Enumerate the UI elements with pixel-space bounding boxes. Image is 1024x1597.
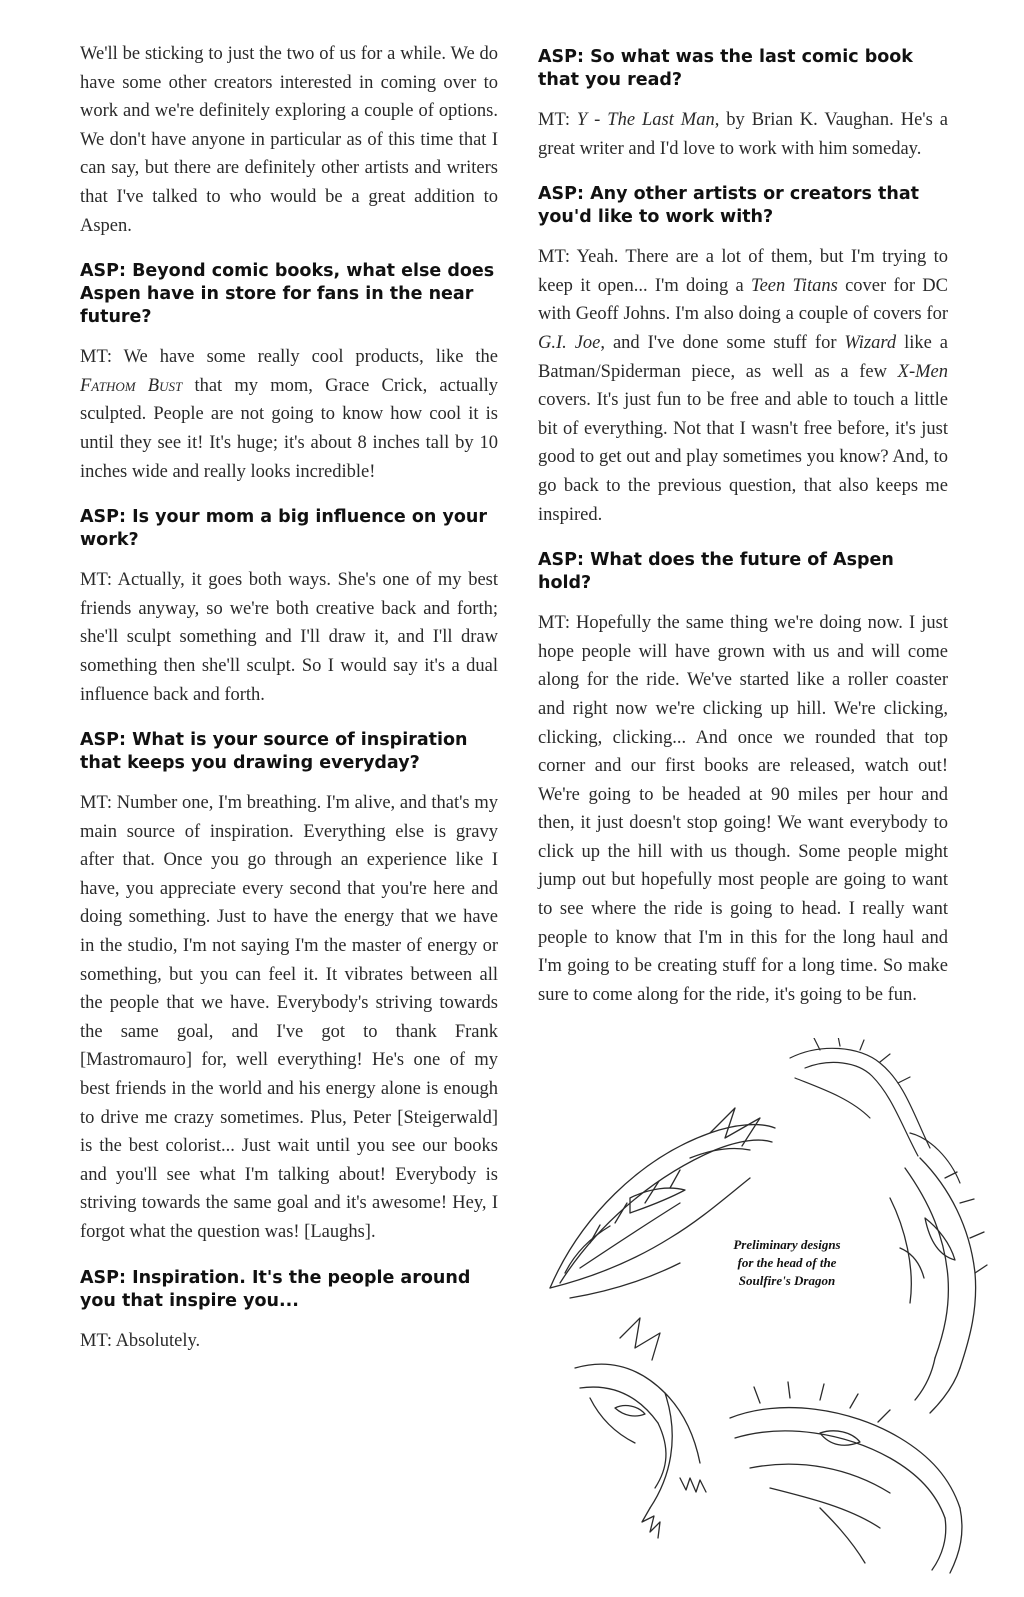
illustration-caption xyxy=(712,1236,862,1290)
right-column xyxy=(538,46,948,1029)
answer-other-artists xyxy=(538,243,948,529)
intro-paragraph: We'll be sticking to just the two of us for a while. We do have some other creators interested in coming over to work and we're definitely exploring a couple of options. We don't have anyone in particular as of this time that I can say, but there are definitely other artists and writers that I've talked to who would be a great addition to Aspen. xyxy=(80,44,498,236)
answer-text: covers. It's just fun to be free and able to touch a little bit of everything. Not that I wasn't free before, it's just good to get out and play sometimes you know? And, to go back to the previous question, that also keeps me inspired. xyxy=(538,390,948,525)
caption-line: Preliminary designs xyxy=(733,1237,841,1252)
answer-inspiration: MT: Number one, I'm breathing. I'm alive, and that's my main source of inspiration. Everything else is gravy after that. Once you go through an experience like I have, you appreciate every second that you're here and doing something. Just to have the energy that we have in the studio, I'm not saying I'm the master of energy or something, but you can feel it. It vibrates between all the people that we have. Everybody's striving towards the same goal, and I've got to thank Frank [Mastromauro] for, well everything! He's one of my best friends in the world and his energy alone is enough to drive me crazy sometimes. Plus, Peter [Steigerwald] is the best colorist... Just wait until you see our books and you'll see what I'm talking about! Everybody is striving towards the same goal and it's awesome! Hey, I forgot what the question was! [Laughs]. xyxy=(80,793,498,1242)
answer-people-inspire: MT: Absolutely. xyxy=(80,1330,201,1351)
dragon-head-lower-left xyxy=(575,1318,706,1538)
comic-title: X-Men xyxy=(897,361,948,382)
dragon-head-sketch xyxy=(520,1038,990,1583)
question-people-inspire: ASP: Inspiration. It's the people around you that inspire you... xyxy=(80,1267,471,1311)
question-last-comic: ASP: So what was the last comic book that you read? xyxy=(538,47,913,90)
answer-aspen-future: MT: Hopefully the same thing we're doing now. I just hope people will have grown with us and will come along for the ride. We've started like a roller coaster and right now we're clicking up hill. We're clicking, clicking, clicking... And once we rounded that top corner and our first books are released, watch out! We're going to be headed at 90 miles per hour and then, it just doesn't stop going! We want everybody to click up the hill with us though. Some people might jump out but hopefully most people are going to want to see where the ride is going to head. I really want people to know that I'm in this for the long haul and I'm going to be creating stuff for a long time. So make sure to come along for the ride, it's going to be fun. xyxy=(538,613,948,1005)
answer-text: MT: xyxy=(538,110,577,130)
product-title: Fathom Bust xyxy=(80,375,183,396)
answer-text: like a Batman/Spiderman piece, as well as a few xyxy=(538,332,949,382)
dragon-neck-top xyxy=(790,1038,960,1183)
answer-text: cover for DC with Geoff Johns. I'm also doing a couple of covers for xyxy=(538,275,948,325)
answer-future-products xyxy=(80,343,498,486)
comic-title: Y - The Last Man xyxy=(576,110,715,130)
answer-text: MT: We have some really cool products, like the xyxy=(80,347,498,368)
answer-mom-influence: MT: Actually, it goes both ways. She's one of my best friends anyway, so we're both creative back and forth; she'll sculpt something and I'll draw it, and I'll draw something then she'll sculpt. So I would say it's a dual influence back and forth. xyxy=(80,570,498,705)
left-column xyxy=(80,40,498,1375)
question-mom-influence: ASP: Is your mom a big influence on your work? xyxy=(80,507,487,551)
answer-last-comic xyxy=(538,106,948,163)
answer-text: , by Brian K. Vaughan. He's a great writer and I'd love to work with him someday. xyxy=(538,110,948,159)
caption-line: for the head of the xyxy=(737,1255,837,1270)
question-inspiration: ASP: What is your source of inspiration that keeps you drawing everyday? xyxy=(80,730,468,774)
question-other-artists: ASP: Any other artists or creators that you'd like to work with? xyxy=(538,184,920,228)
answer-text: MT: Yeah. There are a lot of them, but I'm trying to keep it open... I'm doing a xyxy=(538,247,948,296)
question-aspen-future: ASP: What does the future of Aspen hold? xyxy=(538,550,894,594)
dragon-head-right xyxy=(890,1158,987,1413)
sketch-strokes xyxy=(550,1038,987,1573)
dragon-head-lower-right xyxy=(730,1382,962,1573)
caption-line: Soulfire's Dragon xyxy=(738,1273,836,1288)
answer-text: , and I've done some stuff for xyxy=(600,332,845,353)
comic-title: G.I. Joe xyxy=(538,332,601,353)
answer-text: that my mom, Grace Crick, actually sculpted. People are not going to know how cool it is until they see it! It's huge; it's about 8 inches tall by 10 inches wide and really looks incredible! xyxy=(80,375,498,482)
magazine-title: Wizard xyxy=(844,332,897,353)
question-future-products: ASP: Beyond comic books, what else does Aspen have in store for fans in the near future? xyxy=(80,261,495,328)
comic-title: Teen Titans xyxy=(750,275,838,296)
